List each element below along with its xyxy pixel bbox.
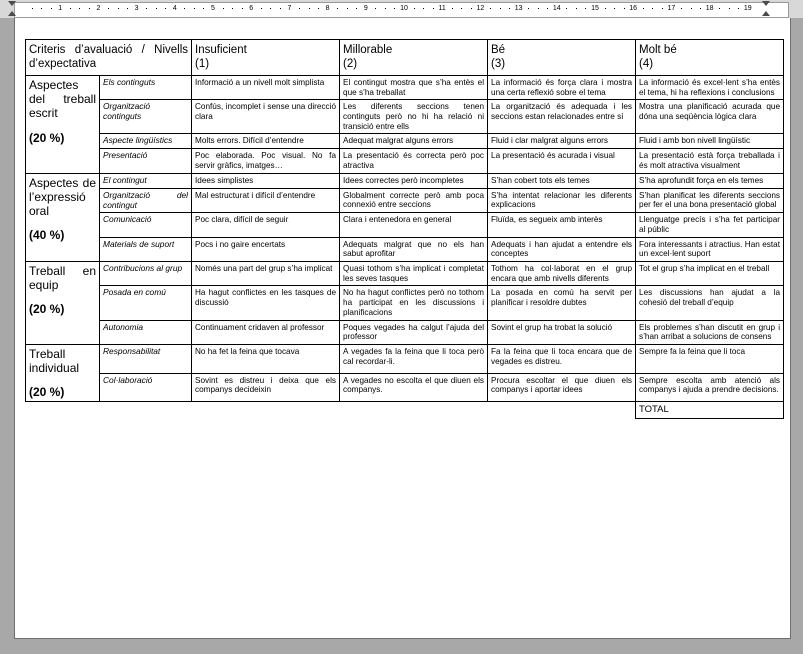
table-row [26, 320, 784, 344]
descriptor-cell-l3: S’ha intentat relacionar les diferents explicacions [488, 188, 636, 213]
ruler-tick-dot [118, 8, 119, 9]
ruler-tick-dot [576, 8, 577, 9]
ruler-tick-dot [528, 8, 529, 9]
descriptor-cell-l1: Ha hagut conflictes en les tasques de discussió [192, 286, 340, 320]
descriptor-cell-l3: Procura escoltar el que diuen els companys i aportar idees [488, 373, 636, 402]
group-weight: (40 %) [29, 228, 65, 243]
ruler-tick-dot [471, 8, 472, 9]
criteria-group-1 [26, 76, 100, 174]
ruler-tick-dot [700, 8, 701, 9]
ruler-tick-dot [500, 8, 501, 9]
ruler-tick-dot [337, 8, 338, 9]
descriptor-cell-l2: Globalment correcte però amb poca connexió entre seccions [340, 188, 488, 213]
level-number: (2) [343, 57, 358, 70]
ruler-tick-dot [270, 8, 271, 9]
ruler-tick-label: 11 [438, 5, 446, 12]
page-gutter-left [0, 18, 14, 638]
ruler-tick-label: 17 [667, 5, 676, 12]
table-row [26, 213, 784, 237]
criterion-label: El contingut [100, 173, 192, 188]
descriptor-cell-l3: La organització és adequada i les seccions estan relacionades entre sí [488, 100, 636, 134]
ruler-tick-dot [347, 8, 348, 9]
ruler-tick-dot [624, 8, 625, 9]
ruler-tick-dot [89, 8, 90, 9]
ruler-tick-label: 6 [249, 5, 254, 12]
ruler-tick-dot [156, 8, 157, 9]
descriptor-cell-l1: Només una part del grup s’ha implicat [192, 262, 340, 286]
total-spacer-cell [26, 402, 100, 418]
ruler-tick-label: 4 [172, 5, 177, 12]
level-number: (4) [639, 57, 654, 70]
ruler-tick-dot [691, 8, 692, 9]
descriptor-cell-l1: Sovint es distreu i deixa que els companys decideixin [192, 373, 340, 402]
ruler-tick-label: 7 [287, 5, 292, 12]
criteria-group-2 [26, 173, 100, 261]
criterion-label: Organització continguts [100, 100, 192, 134]
total-spacer-cell [340, 402, 488, 418]
group-label: Aspectes del treball escrit [29, 78, 96, 121]
descriptor-cell-l3: La posada en comú ha servit per planificar i resoldre dubtes [488, 286, 636, 320]
ruler-tick-dot [461, 8, 462, 9]
table-row [26, 134, 784, 149]
ruler-tick-dot [70, 8, 71, 9]
ruler-tick-dot [309, 8, 310, 9]
descriptor-cell-l2: Idees correctes però incompletes [340, 173, 488, 188]
table-row [26, 149, 784, 173]
ruler-tick-dot [423, 8, 424, 9]
ruler-tick-dot [203, 8, 204, 9]
ruler-tick-dot [614, 8, 615, 9]
ruler-tick-label: 1 [58, 5, 63, 12]
criterion-label: Aspecte lingüístics [100, 134, 192, 149]
group-label: Aspectes de l’expressió oral [29, 175, 96, 219]
total-label: TOTAL [636, 402, 784, 418]
descriptor-cell-l2: A vegades no escolta el que diuen els companys. [340, 373, 488, 402]
ruler-tick-dot [509, 8, 510, 9]
table-row [26, 286, 784, 320]
ruler-tick-dot [605, 8, 606, 9]
ruler-tick-dot [643, 8, 644, 9]
ruler-tick-dot [490, 8, 491, 9]
ruler-tick-label: 3 [134, 5, 139, 12]
ruler-tick-label: 8 [325, 5, 330, 12]
page-gutter-bottom [0, 638, 803, 654]
descriptor-cell-l2: Les diferents seccions tenen continguts però no hi ha relació ni transició entre ells [340, 100, 488, 134]
ruler-tick-dot [538, 8, 539, 9]
descriptor-cell-l3: Fluïda, es segueix amb interès [488, 213, 636, 237]
descriptor-cell-l1: Idees simplistes [192, 173, 340, 188]
ruler-tick-dot [394, 8, 395, 9]
page-gutter-right [790, 18, 803, 638]
descriptor-cell-l2: A vegades fa la feina que li toca però cal recordar-li. [340, 344, 488, 373]
ruler-tick-dot [681, 8, 682, 9]
ruler-tick-label: 15 [591, 5, 599, 12]
level-name: Molt bé [639, 44, 677, 56]
ruler-ticks [14, 2, 789, 16]
ruler-tick-dot [232, 8, 233, 9]
header-level-1 [192, 40, 340, 76]
group-weight: (20 %) [29, 302, 65, 317]
descriptor-cell-l2: Clara i entenedora en general [340, 213, 488, 237]
descriptor-cell-l1: Poc elaborada. Poc visual. No fa servir gràfics, imatges… [192, 149, 340, 173]
descriptor-cell-l4: Les discussions han ajudat a la cohesió del treball d’equip [636, 286, 784, 320]
table-header-row [26, 40, 784, 76]
ruler-tick-dot [127, 8, 128, 9]
criteria-group-3 [26, 262, 100, 345]
ruler-tick-dot [719, 8, 720, 9]
ruler-tick-dot [261, 8, 262, 9]
ruler-tick-dot [652, 8, 653, 9]
ruler-tick-dot [223, 8, 224, 9]
criterion-label: Autonomia [100, 320, 192, 344]
descriptor-cell-l4: Tot el grup s’ha implicat en el treball [636, 262, 784, 286]
ruler-tick-dot [41, 8, 42, 9]
descriptor-cell-l4: Llenguatge precís i s’ha fet participar al públic [636, 213, 784, 237]
ruler-tick-label: 16 [629, 5, 638, 12]
group-weight: (20 %) [29, 130, 65, 145]
descriptor-cell-l4: S’han planificat les diferents seccions per fer el una bona presentació global [636, 188, 784, 213]
criterion-label: Comunicació [100, 213, 192, 237]
level-name: Bé [491, 44, 506, 56]
descriptor-cell-l1: Informació a un nivell molt simplista [192, 76, 340, 100]
ruler-tick-dot [165, 8, 166, 9]
ruler-tick-dot [108, 8, 109, 9]
ruler-tick-dot [184, 8, 185, 9]
descriptor-cell-l1: Pocs i no gaire encertats [192, 237, 340, 261]
ruler-tick-dot [547, 8, 548, 9]
left-indent-marker-top[interactable] [8, 1, 16, 6]
group-weight: (20 %) [29, 385, 65, 400]
descriptor-cell-l4: La informació és excel·lent s’ha entès el tema, hi ha reflexions i conclusions [636, 76, 784, 100]
header-level-3 [488, 40, 636, 76]
ruler-tick-label: 10 [400, 5, 408, 12]
table-row [26, 188, 784, 213]
ruler-tick-dot [32, 8, 33, 9]
descriptor-cell-l4: La presentació està força treballada i és molt atractiva visualment [636, 149, 784, 173]
descriptor-cell-l1: No ha fet la feina que tocava [192, 344, 340, 373]
ruler-tick-dot [385, 8, 386, 9]
descriptor-cell-l4: Fora interessants i atractius. Han estat un excel·lent suport [636, 237, 784, 261]
right-indent-marker-bottom[interactable] [762, 11, 770, 16]
descriptor-cell-l3: S’han cobert tots els temes [488, 173, 636, 188]
criterion-label: Posada en comú [100, 286, 192, 320]
ruler-tick-dot [318, 8, 319, 9]
descriptor-cell-l1: Poc clara, difícil de seguir [192, 213, 340, 237]
ruler-tick-label: 2 [96, 5, 101, 12]
descriptor-cell-l3: La informació és força clara i mostra una certa reflexió sobre el tema [488, 76, 636, 100]
table-row [26, 237, 784, 261]
level-number: (3) [491, 57, 506, 70]
descriptor-cell-l4: Els problemes s’han discutit en grup i s’han arribat a solucions de consens [636, 320, 784, 344]
descriptor-cell-l2: No ha hagut conflictes però no tothom ha participat en les discussions i planificacions [340, 286, 488, 320]
ruler-tick-dot [433, 8, 434, 9]
table-row [26, 262, 784, 286]
header-criteria-label: Criteris d’avaluació / Nivells d’expectativa [26, 40, 192, 76]
level-number: (1) [195, 57, 210, 70]
ruler-tick-dot [51, 8, 52, 9]
ruler-tick-dot [414, 8, 415, 9]
ruler-tick-dot [299, 8, 300, 9]
descriptor-cell-l2: Adequat malgrat alguns errors [340, 134, 488, 149]
header-level-2 [340, 40, 488, 76]
ruler-tick-dot [79, 8, 80, 9]
descriptor-cell-l3: Tothom ha col·laborat en el grup encara que amb nivells diferents [488, 262, 636, 286]
descriptor-cell-l2: Poques vegades ha calgut l’ajuda del professor [340, 320, 488, 344]
descriptor-cell-l3: Adequats i han ajudat a entendre els conceptes [488, 237, 636, 261]
descriptor-cell-l1: Molts errors. Difícil d’entendre [192, 134, 340, 149]
descriptor-cell-l2: La presentació és correcta però poc atractiva [340, 149, 488, 173]
criterion-label: Contribucions al grup [100, 262, 192, 286]
criterion-label: Els continguts [100, 76, 192, 100]
ruler-tick-dot [375, 8, 376, 9]
total-row [26, 402, 784, 418]
descriptor-cell-l4: Sempre escolta amb atenció als companys i ajuda a prendre decisions. [636, 373, 784, 402]
criterion-label: Col·laboració [100, 373, 192, 402]
right-indent-marker-top[interactable] [762, 1, 770, 6]
descriptor-cell-l2: Adequats malgrat que no els han sabut aprofitar [340, 237, 488, 261]
ruler-tick-dot [356, 8, 357, 9]
descriptor-cell-l4: Fluid i amb bon nivell lingüístic [636, 134, 784, 149]
level-name: Insuficient [195, 44, 247, 56]
group-label: Treball individual [29, 346, 80, 375]
ruler-tick-dot [662, 8, 663, 9]
horizontal-ruler[interactable] [0, 0, 803, 19]
descriptor-cell-l3: Fluid i clar malgrat alguns errors [488, 134, 636, 149]
header-level-4 [636, 40, 784, 76]
criterion-label: Presentació [100, 149, 192, 173]
descriptor-cell-l3: La presentació és acurada i visual [488, 149, 636, 173]
level-name: Millorable [343, 44, 393, 56]
criterion-label: Materials de suport [100, 237, 192, 261]
ruler-tick-dot [242, 8, 243, 9]
ruler-tick-dot [280, 8, 281, 9]
rubric-table [25, 39, 784, 419]
total-spacer-cell [100, 402, 192, 418]
ruler-tick-label: 18 [705, 5, 714, 12]
ruler-tick-dot [738, 8, 739, 9]
descriptor-cell-l4: Sempre fa la feina que li toca [636, 344, 784, 373]
table-row [26, 100, 784, 134]
total-spacer-cell [192, 402, 340, 418]
descriptor-cell-l2: El contingut mostra que s’ha entès el que s’ha treballat [340, 76, 488, 100]
criterion-label: Responsabilitat [100, 344, 192, 373]
descriptor-cell-l1: Confús, incomplet i sense una direcció clara [192, 100, 340, 134]
total-spacer-cell [488, 402, 636, 418]
descriptor-cell-l2: Quasi tothom s’ha implicat i completat les seves tasques [340, 262, 488, 286]
ruler-tick-label: 12 [476, 5, 485, 12]
group-label: Treball en equip [29, 264, 96, 293]
criterion-label: Organització del contingut [100, 188, 192, 213]
table-row [26, 373, 784, 402]
ruler-tick-label: 19 [743, 5, 752, 12]
descriptor-cell-l4: S’ha aprofundit força en els temes [636, 173, 784, 188]
left-indent-marker-bottom[interactable] [8, 11, 16, 16]
descriptor-cell-l4: Mostra una planificació acurada que dóna una seqüència lògica clara [636, 100, 784, 134]
ruler-tick-dot [585, 8, 586, 9]
ruler-tick-dot [729, 8, 730, 9]
ruler-tick-dot [452, 8, 453, 9]
criteria-group-4 [26, 344, 100, 401]
descriptor-cell-l3: Fa la feina que li toca encara que de vegades es distreu. [488, 344, 636, 373]
table-row [26, 173, 784, 188]
ruler-tick-label: 14 [552, 5, 561, 12]
descriptor-cell-l1: Mal estructurat i difícil d’entendre [192, 188, 340, 213]
ruler-tick-label: 5 [211, 5, 215, 12]
table-row [26, 344, 784, 373]
ruler-tick-dot [194, 8, 195, 9]
ruler-tick-label: 13 [514, 5, 523, 12]
descriptor-cell-l3: Sovint el grup ha trobat la solució [488, 320, 636, 344]
table-row [26, 76, 784, 100]
ruler-tick-label: 9 [363, 5, 368, 12]
ruler-tick-dot [566, 8, 567, 9]
ruler-tick-dot [146, 8, 147, 9]
document-page[interactable] [14, 18, 791, 639]
descriptor-cell-l1: Continuament cridaven al professor [192, 320, 340, 344]
